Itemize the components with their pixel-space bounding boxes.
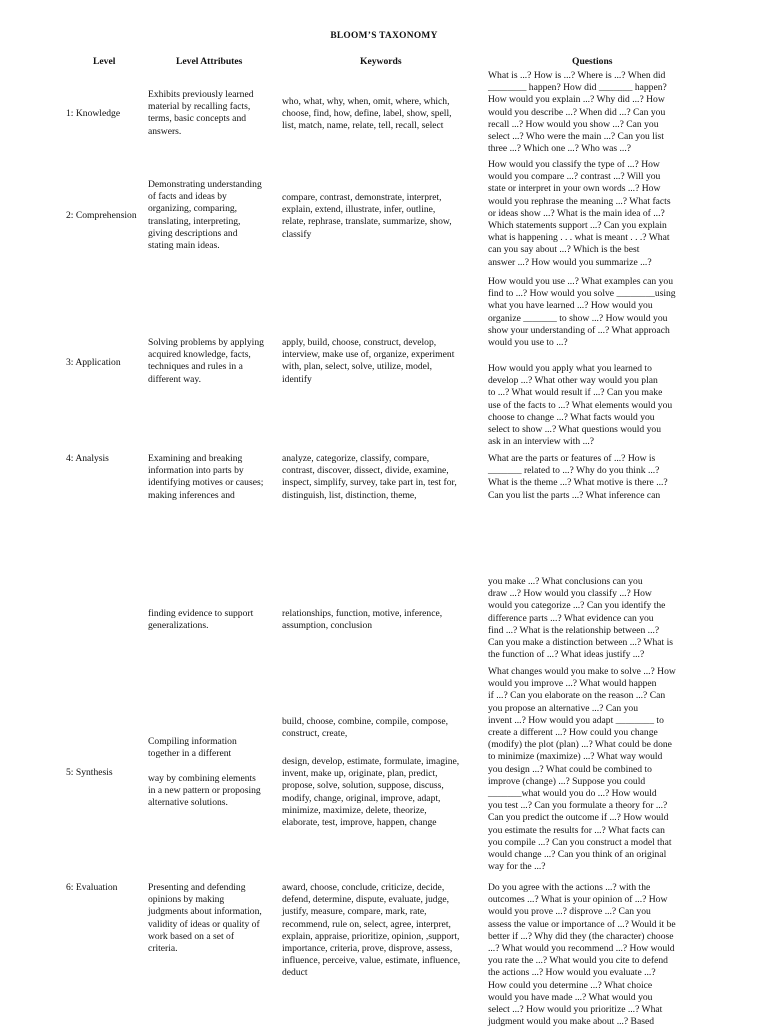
level-name-application: 3: Application xyxy=(66,357,121,368)
header-level-attributes: Level Attributes xyxy=(176,56,243,67)
attributes-comprehension: Demonstrating understanding of facts and ideas by organizing, comparing, translating, interpreting, giving descriptions and stating main ideas. xyxy=(148,179,262,252)
level-name-analysis: 4: Analysis xyxy=(66,453,109,464)
keywords-application: apply, build, choose, construct, develop, interview, make use of, organize, experiment with, plan, select, solve, utilize, model, identify xyxy=(282,337,455,385)
questions-comprehension: How would you classify the type of ...? How would you compare ...? contrast ...? Will you state or interpret in your own words ...? How would you rephrase the meaning ...? What facts or ideas show ...? What is the main idea of ...? Which statements support ...? Can you explain what is happening . . . what is meant . . .? What can you say about ...? Which is the best answer ...? How would you summarize ...? xyxy=(488,159,671,268)
attributes-synthesis-part2: way by combining elements in a new pattern or proposing alternative solutions. xyxy=(148,773,261,809)
keywords-evaluation: award, choose, conclude, criticize, decide, defend, determine, dispute, evaluate, judge, justify, measure, compare, mark, rate, recommend, rule on, select, agree, interpret, explain, appraise, prioritize, opinion, ,support, importance, criteria, prove, disprove, assess, influence, perceive, value, estimate, influence, deduct xyxy=(282,882,461,979)
questions-knowledge: What is ...? How is ...? Where is ...? When did ________ happen? How did _______ happen? How would you explain ...? Why did ...? How would you describe ...? When did ...? Can you recall ...? How would you show ...? Can you select ...? Who were the main ...? Can you list three ...? Which one ...? Who was ...? xyxy=(488,70,667,155)
attributes-synthesis-part1: Compiling information together in a different xyxy=(148,736,237,760)
keywords-analysis-part1: analyze, categorize, classify, compare, contrast, discover, dissect, divide, examine, inspect, simplify, survey, take part in, test for, distinguish, list, distinction, theme, xyxy=(282,453,457,501)
keywords-synthesis-part1: build, choose, combine, compile, compose, construct, create, xyxy=(282,716,448,740)
keywords-comprehension: compare, contrast, demonstrate, interpret, explain, extend, illustrate, infer, outline, relate, rephrase, translate, summarize, show, classify xyxy=(282,192,452,240)
questions-evaluation: Do you agree with the actions ...? with the outcomes ...? What is your opinion of ...? How would you prove ...? disprove ...? Can you assess the value or importance of ...? Would it be better if ...? Why did they (the character) choose ...? What would you recommend ...? How would you rate the ...? What would you cite to defend the actions ...? How would you evaluate ...? How could you determine ...? What choice would you have made ...? What would you select ...? How would you prioritize ...? What judgment would you make about ...? Based xyxy=(488,882,676,1028)
level-name-evaluation: 6: Evaluation xyxy=(66,882,118,893)
questions-analysis-part2: you make ...? What conclusions can you draw ...? How would you classify ...? How would you categorize ...? Can you identify the difference parts ...? What evidence can you find ...? What is the relationship between ...? Can you make a distinction between ...? What is the function of ...? What ideas justify ...? xyxy=(488,576,673,661)
header-level: Level xyxy=(93,56,116,67)
keywords-knowledge: who, what, why, when, omit, where, which, choose, find, how, define, label, show, spell, list, match, name, relate, tell, recall, select xyxy=(282,96,452,132)
level-name-synthesis: 5: Synthesis xyxy=(66,767,113,778)
attributes-analysis-part2: finding evidence to support generalizations. xyxy=(148,608,254,632)
attributes-application: Solving problems by applying acquired knowledge, facts, techniques and rules in a different way. xyxy=(148,337,264,385)
questions-application-part1: How would you use ...? What examples can you find to ...? How would you solve ________using what you have learned ...? How would you organize _______ to show ...? How would you show your understanding of ...? What approach would you use to ...? xyxy=(488,276,676,349)
questions-synthesis: What changes would you make to solve ...? How would you improve ...? What would happen if ...? Can you elaborate on the reason ...? Can you propose an alternative ...? Can you invent ...? How would you adapt ________ to create a different ...? How could you change (modify) the plot (plan) ...? What could be done to minimize (maximize) ...? What way would you design ...? What could be combined to improve (change) ...? Suppose you could _______what would you do ...? How would you test ...? Can you formulate a theory for ...? Can you predict the outcome if ...? How would you estimate the results for ...? What facts can you compile ...? Can you construct a model that would change ...? Can you think of an original way for the ...? xyxy=(488,666,676,873)
level-name-knowledge: 1: Knowledge xyxy=(66,108,121,119)
keywords-analysis-part2: relationships, function, motive, inference, assumption, conclusion xyxy=(282,608,443,632)
questions-application-part2: How would you apply what you learned to develop ...? What other way would you plan to ...? What would result if ...? Can you make use of the facts to ...? What elements would you choose to change ...? What facts would you select to show ...? What questions would you ask in an interview with ...? xyxy=(488,363,673,448)
attributes-knowledge: Exhibits previously learned material by recalling facts, terms, basic concepts and answers. xyxy=(148,89,254,137)
questions-analysis-part1: What are the parts or features of ...? How is _______ related to ...? Why do you think ...? What is the theme ...? What motive is there ...? Can you list the parts ...? What inference can xyxy=(488,453,668,501)
level-name-comprehension: 2: Comprehension xyxy=(66,210,137,221)
header-keywords: Keywords xyxy=(360,56,402,67)
keywords-synthesis-part2: design, develop, estimate, formulate, imagine, invent, make up, originate, plan, predict, propose, solve, solution, suppose, discuss, modify, change, original, improve, adapt, minimize, maximize, delete, theorize, elaborate, test, improve, happen, change xyxy=(282,756,460,829)
document-title: BLOOM’S TAXONOMY xyxy=(330,31,438,41)
attributes-analysis-part1: Examining and breaking information into parts by identifying motives or causes; making inferences and xyxy=(148,453,264,501)
attributes-evaluation: Presenting and defending opinions by making judgments about information, validity of ideas or quality of work based on a set of criteria. xyxy=(148,882,262,955)
header-questions: Questions xyxy=(572,56,613,67)
